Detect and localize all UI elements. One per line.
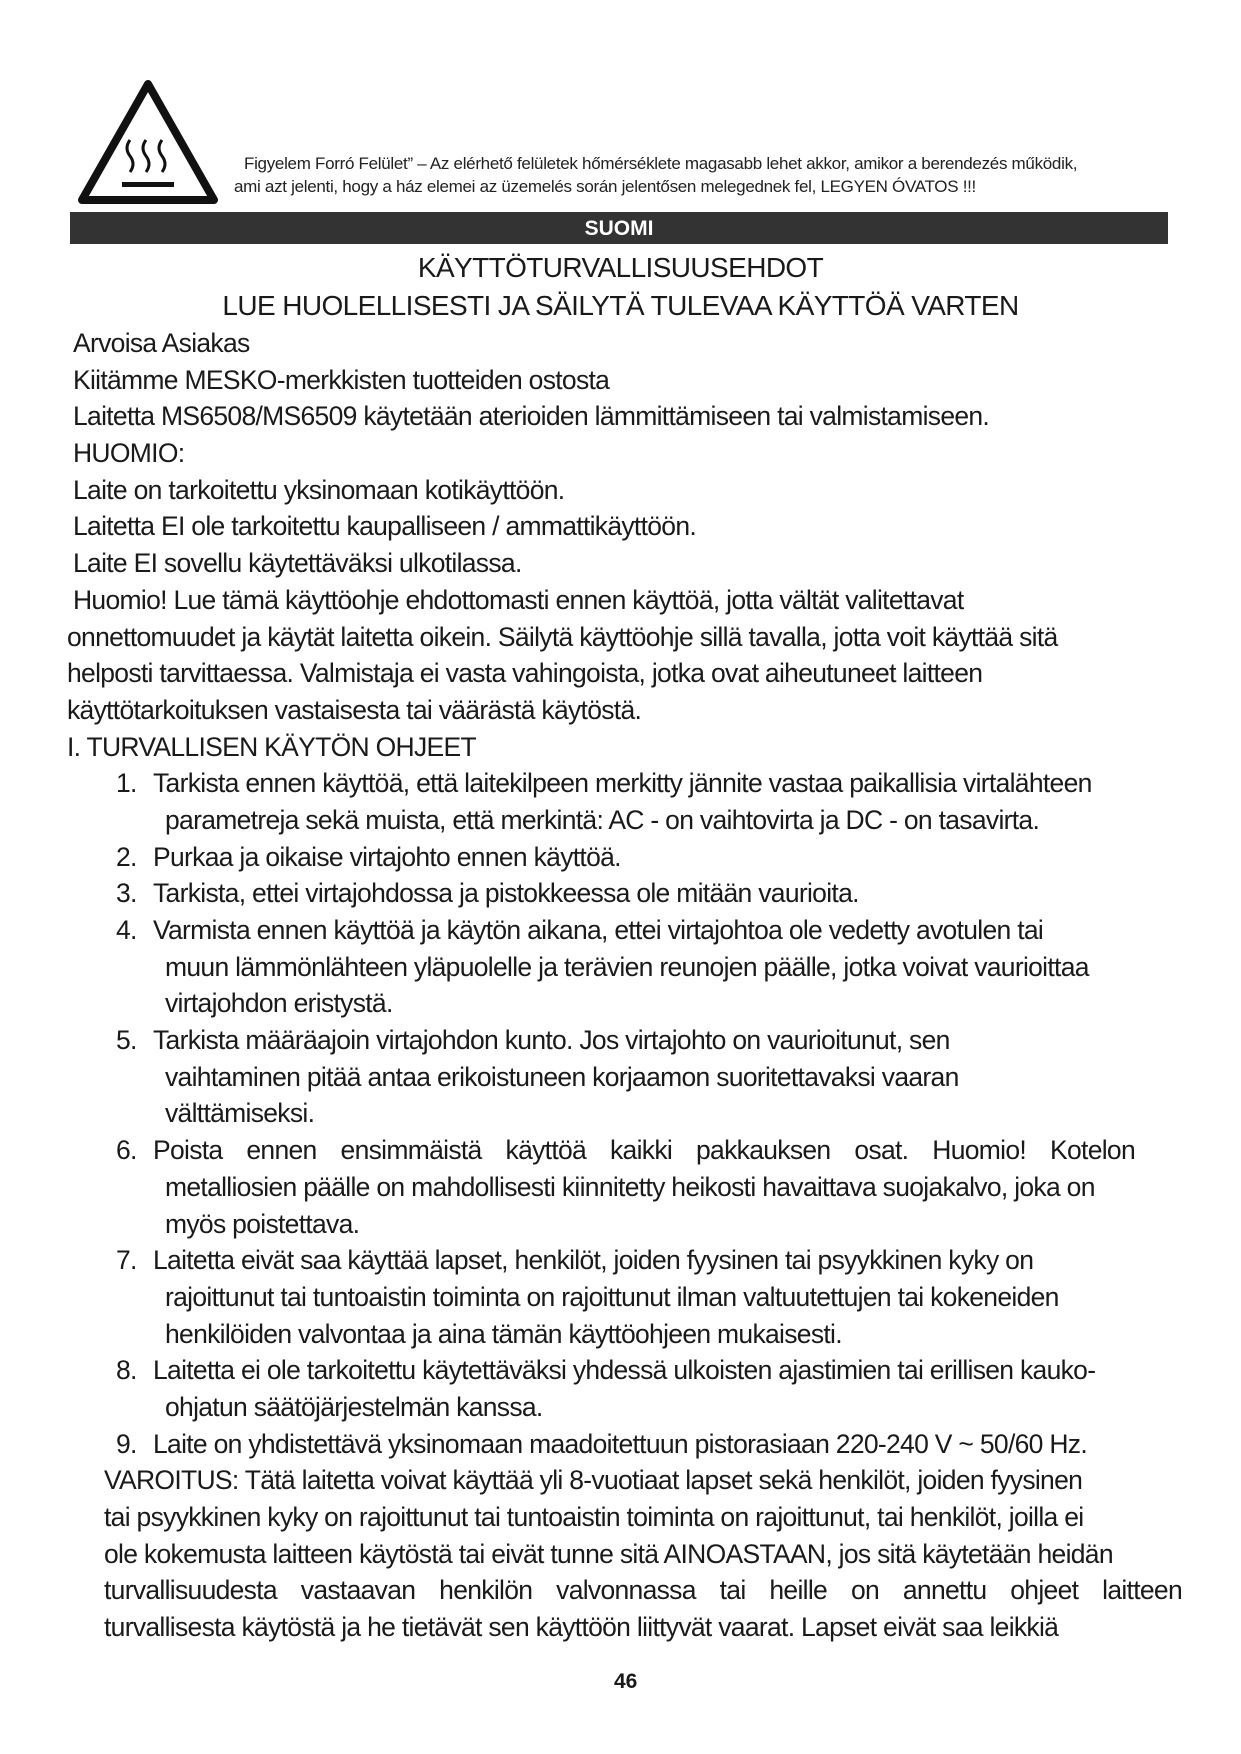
intro-line: Laite on tarkoitettu yksinomaan kotikäyttöön. <box>73 474 565 505</box>
list-item <box>0 1426 1241 1463</box>
warning-paragraph-line: turvallisuudesta vastaavan henkilön valvonnassa tai heille on annettu ohjeet laitteen <box>104 1575 1182 1606</box>
list-item-continuation: parametreja sekä muista, että merkintä: AC - on vaihtovirta ja DC - on tasavirta. <box>165 804 1040 835</box>
list-item-continuation: rajoittunut tai tuntoaistin toiminta on rajoittunut ilman valtuutettujen tai kokeneiden <box>165 1281 1059 1312</box>
intro-line: Laite EI sovellu käytettäväksi ulkotilassa. <box>73 548 522 579</box>
list-item-continuation: myös poistettava. <box>165 1208 360 1239</box>
intro-line: onnettomuudet ja käytät laitetta oikein. Säilytä käyttöohje sillä tavalla, jotta voit käyttää sitä <box>67 621 1058 652</box>
list-text: Purkaa ja oikaise virtajohto ennen käyttöä. <box>153 841 621 872</box>
list-text: Tarkista, ettei virtajohdossa ja pistokkeessa ole mitään vaurioita. <box>153 878 859 909</box>
list-number: 6. <box>116 1135 137 1166</box>
list-item <box>0 875 1241 912</box>
list-text: Poista ennen ensimmäistä käyttöä kaikki pakkauksen osat. Huomio! Kotelon <box>153 1135 1135 1166</box>
list-item <box>0 1132 1135 1169</box>
list-item <box>0 1022 1241 1059</box>
hot-surface-warning-line-2: ami azt jelenti, hogy a ház elemei az üzemelés során jelentősen melegednek fel, LEGYEN ÓVATOS !!! <box>234 177 976 196</box>
list-text: Laitetta eivät saa käyttää lapset, henkilöt, joiden fyysinen tai psyykkinen kyky on <box>153 1245 1034 1276</box>
list-item <box>0 912 1241 949</box>
list-item-continuation: henkilöiden valvontaa ja aina tämän käyttöohjeen mukaisesti. <box>165 1318 842 1349</box>
list-item-continuation: ohjatun säätöjärjestelmän kanssa. <box>165 1391 543 1422</box>
list-item-continuation: metalliosien päälle on mahdollisesti kiinnitetty heikosti havaittava suojakalvo, joka on <box>165 1171 1095 1202</box>
intro-line: käyttötarkoituksen vastaisesta tai väärästä käytöstä. <box>67 694 642 725</box>
list-number: 9. <box>116 1428 137 1459</box>
intro-line: HUOMIO: <box>73 438 185 469</box>
list-number: 1. <box>116 768 137 799</box>
warning-paragraph-line: turvallisesta käytöstä ja he tietävät sen käyttöön liittyvät vaarat. Lapset eivät saa leikkiä <box>104 1612 1059 1643</box>
list-item <box>0 1242 1241 1279</box>
list-number: 5. <box>116 1025 137 1056</box>
list-text: Laitetta ei ole tarkoitettu käytettäväksi yhdessä ulkoisten ajastimien tai erillisen kauko- <box>153 1355 1096 1386</box>
page-subtitle: LUE HUOLELLISESTI JA SÄILYTÄ TULEVAA KÄYTTÖÄ VARTEN <box>222 290 1019 321</box>
warning-paragraph-line: tai psyykkinen kyky on rajoittunut tai tuntoaistin toiminta on rajoittunut, tai henkilöt, joilla ei <box>104 1502 1084 1532</box>
list-item-continuation: välttämiseksi. <box>165 1098 315 1129</box>
warning-paragraph-line: VAROITUS: Tätä laitetta voivat käyttää yli 8-vuotiaat lapset sekä henkilöt, joiden fyysinen <box>104 1465 1083 1496</box>
hot-surface-warning-line-1: Figyelem Forró Felület” – Az elérhető felületek hőmérséklete magasabb lehet akkor, amikor a berendezés működik, <box>244 154 1078 173</box>
document-body <box>0 325 1241 1646</box>
warning-paragraph-line: ole kokemusta laitteen käytöstä tai eivät tunne sitä AINOASTAAN, jos sitä käytetään heidän <box>104 1538 1113 1569</box>
intro-line: Kiitämme MESKO-merkkisten tuotteiden ostosta <box>73 364 610 395</box>
list-text: Varmista ennen käyttöä ja käytön aikana, ettei virtajohtoa ole vedetty avotulen tai <box>153 915 1044 945</box>
list-item <box>0 765 1241 802</box>
list-number: 4. <box>116 915 137 945</box>
page-number: 46 <box>614 1670 638 1693</box>
list-item <box>0 1352 1241 1389</box>
list-item-continuation: muun lämmönlähteen yläpuolelle ja terävien reunojen päälle, jotka voivat vaurioittaa <box>165 951 1089 982</box>
list-text: Tarkista määräajoin virtajohdon kunto. Jos virtajohto on vaurioitunut, sen <box>153 1025 950 1056</box>
intro-line: helposti tarvittaessa. Valmistaja ei vasta vahingoista, jotka ovat aiheutuneet laitteen <box>67 658 983 689</box>
list-number: 2. <box>116 841 137 872</box>
section-heading: I. TURVALLISEN KÄYTÖN OHJEET <box>67 731 476 762</box>
list-item-continuation: vaihtaminen pitää antaa erikoistuneen korjaamon suoritettavaksi vaaran <box>165 1061 959 1092</box>
page-title: KÄYTTÖTURVALLISUUSEHDOT <box>417 252 824 283</box>
list-number: 7. <box>116 1245 137 1276</box>
list-number: 8. <box>116 1355 137 1386</box>
list-number: 3. <box>116 878 137 909</box>
intro-line: Arvoisa Asiakas <box>73 328 250 358</box>
intro-line: Huomio! Lue tämä käyttöohje ehdottomasti ennen käyttöä, jotta vältät valitettavat <box>73 584 964 615</box>
list-item-continuation: virtajohdon eristystä. <box>165 988 393 1019</box>
intro-line: Laitetta MS6508/MS6509 käytetään aterioiden lämmittämiseen tai valmistamiseen. <box>73 401 990 432</box>
list-text: Tarkista ennen käyttöä, että laitekilpeen merkitty jännite vastaa paikallisia virtalähteen <box>153 768 1092 799</box>
list-text: Laite on yhdistettävä yksinomaan maadoitettuun pistorasiaan 220-240 V ~ 50/60 Hz. <box>153 1428 1087 1459</box>
list-item <box>0 839 1241 876</box>
intro-line: Laitetta EI ole tarkoitettu kaupalliseen / ammattikäyttöön. <box>73 511 697 542</box>
language-section-bar: SUOMI <box>70 212 1168 244</box>
hot-surface-warning-icon <box>76 78 220 206</box>
